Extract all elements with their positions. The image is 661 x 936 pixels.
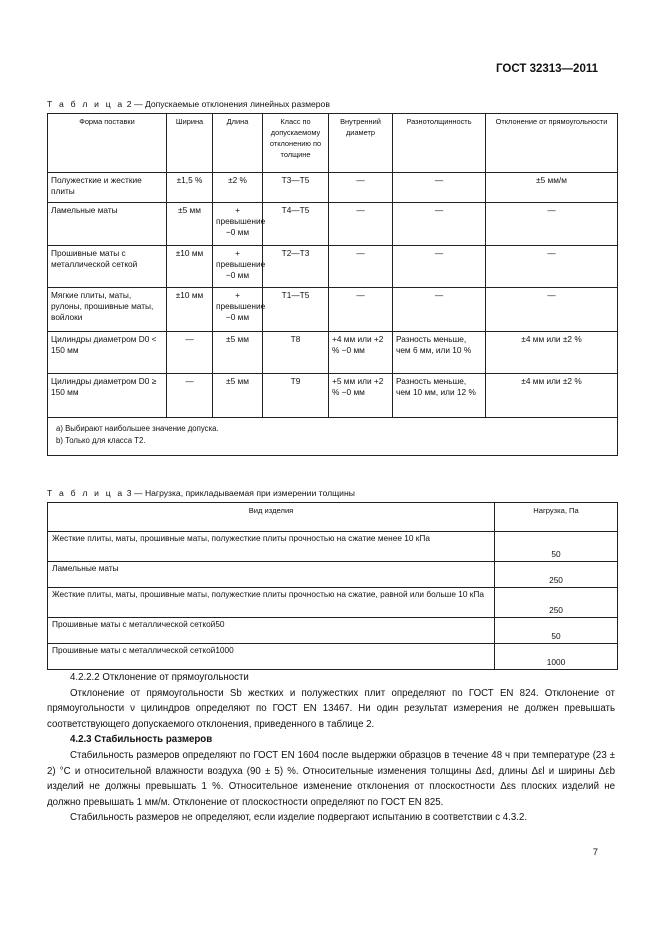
table-row: [48, 588, 618, 618]
table2-cell: —: [393, 288, 486, 332]
table-row: [48, 532, 618, 562]
body-text: [47, 670, 615, 826]
page-number: 7: [592, 847, 598, 858]
table2-cell: ±5 мм: [213, 332, 263, 374]
section-423-title: 4.2.3 Стабильность размеров: [70, 734, 213, 746]
table3-cell: Прошивные маты с металлической сеткой50: [48, 618, 495, 644]
table3-cell: 1000: [495, 644, 618, 670]
table3-header: Нагрузка, Па: [495, 503, 618, 532]
table3-cell: 50: [495, 532, 618, 562]
table2-cell: Цилиндры диаметром D0 ≥ 150 мм: [48, 374, 167, 418]
table2-header: Отклонение от прямоугольности: [486, 114, 618, 173]
table-row: [48, 173, 618, 203]
table2-cell: +5 мм или +2 % −0 мм: [329, 374, 393, 418]
table2-cell: Ламельные маты: [48, 203, 167, 246]
table2-cell: —: [329, 288, 393, 332]
table2-cell: +4 мм или +2 % −0 мм: [329, 332, 393, 374]
section-423-note: Стабильность размеров не определяют, если изделие подвергают испытанию в соответствии с 4.3.2.: [70, 812, 528, 824]
table2: [47, 113, 618, 456]
table2-cell: ±5 мм/м: [486, 173, 618, 203]
table2-cell: —: [393, 173, 486, 203]
section-423-body: Стабильность размеров определяют по ГОСТ EN 1604 после выдержки образцов в течение 48 ч при температуре (23 ± 2) °С и относительной влажности воздуха (90 ± 5) %. Относительные изменения толщины Δεd, длины Δεl и ширины Δεb изделий не должны превышать 1 %. Относительное изменение отклонения от плоскостности Δεs плоских изделий не должно превышать 1 мм/м. Отклонение от плоскостности определяют по ГОСТ EN 825.: [47, 749, 615, 808]
table2-footnotes: [48, 418, 618, 456]
table-row: [48, 618, 618, 644]
table2-cell: Мягкие плиты, маты, рулоны, прошивные маты, войлоки: [48, 288, 167, 332]
table2-cell: Разность меньше, чем 10 мм, или 12 %: [393, 374, 486, 418]
table2-cell: —: [329, 246, 393, 288]
table2-header: Ширина: [167, 114, 213, 173]
section-4222-title: 4.2.2.2 Отклонение от прямоугольности: [70, 672, 249, 683]
table3-cell: Жесткие плиты, маты, прошивные маты, полужесткие плиты прочностью на сжатие, равной или больше 10 кПа: [48, 588, 495, 618]
table2-cell: —: [329, 173, 393, 203]
table2-cell: Т1—Т5: [263, 288, 329, 332]
table2-footnotes-row: [48, 418, 618, 456]
table2-header: Разнотолщинность: [393, 114, 486, 173]
table2-cell: Т2—Т3: [263, 246, 329, 288]
footnote: a) Выбирают наибольшее значение допуска.: [56, 424, 219, 433]
standard-header: ГОСТ 32313—2011: [496, 63, 598, 75]
table2-cell: Т9: [263, 374, 329, 418]
table2-cell: ±10 мм: [167, 288, 213, 332]
table3: [47, 502, 618, 670]
table3-caption: [47, 488, 355, 498]
table2-header: Класс по допускаемому отклонению по толщине: [263, 114, 329, 173]
table3-caption-text: 3 — Нагрузка, прикладываемая при измерении толщины: [126, 488, 355, 498]
table2-caption-text: 2 — Допускаемые отклонения линейных размеров: [126, 99, 330, 109]
table2-cell: ±4 мм или ±2 %: [486, 332, 618, 374]
table3-cell: Прошивные маты с металлической сеткой1000: [48, 644, 495, 670]
table-row: [48, 562, 618, 588]
table2-cell: + превышение −0 мм: [213, 246, 263, 288]
table2-header: Длина: [213, 114, 263, 173]
table2-cell: Разность меньше, чем 6 мм, или 10 %: [393, 332, 486, 374]
table2-cell: Полужесткие и жесткие плиты: [48, 173, 167, 203]
table2-cell: —: [393, 203, 486, 246]
table3-cell: 250: [495, 562, 618, 588]
table-row: [48, 644, 618, 670]
table-row: [48, 246, 618, 288]
table3-cell: Жесткие плиты, маты, прошивные маты, полужесткие плиты прочностью на сжатие менее 10 кПа: [48, 532, 495, 562]
table2-cell: Т8: [263, 332, 329, 374]
section-4222-body: Отклонение от прямоугольности Sb жестких и полужестких плит определяют по ГОСТ EN 824. Отклонение от прямоугольности ν цилиндров определяют по ГОСТ EN 13467. Ни один результат измерения не должен превышать соответствующего допускаемого отклонения, приведенного в таблице 2.: [47, 687, 615, 730]
table2-cell: + превышение −0 мм: [213, 203, 263, 246]
table2-cell: Т4—Т5: [263, 203, 329, 246]
table2-cell: —: [486, 288, 618, 332]
table2-cell: —: [486, 246, 618, 288]
table-row: [48, 332, 618, 374]
footnote: b) Только для класса Т2.: [56, 436, 146, 445]
table2-cell: —: [329, 203, 393, 246]
table2-header: Форма поставки: [48, 114, 167, 173]
table2-cell: —: [167, 374, 213, 418]
table2-cell: Прошивные маты с металлической сеткой: [48, 246, 167, 288]
table2-caption-word: Т а б л и ц а: [47, 99, 125, 109]
table-row: [48, 288, 618, 332]
table-row: [48, 203, 618, 246]
table-row: [48, 374, 618, 418]
table2-cell: Т3—Т5: [263, 173, 329, 203]
table3-cell: 50: [495, 618, 618, 644]
table2-cell: —: [486, 203, 618, 246]
table2-cell: —: [167, 332, 213, 374]
table3-caption-word: Т а б л и ц а: [47, 488, 125, 498]
table2-cell: ±5 мм: [213, 374, 263, 418]
table3-header-row: [48, 503, 618, 532]
table2-cell: ±10 мм: [167, 246, 213, 288]
table3-cell: 250: [495, 588, 618, 618]
table2-cell: Цилиндры диаметром D0 < 150 мм: [48, 332, 167, 374]
table2-cell: —: [393, 246, 486, 288]
table2-cell: ±4 мм или ±2 %: [486, 374, 618, 418]
table3-header: Вид изделия: [48, 503, 495, 532]
table2-header: Внутренний диаметр: [329, 114, 393, 173]
table3-cell: Ламельные маты: [48, 562, 495, 588]
table2-header-row: [48, 114, 618, 173]
table2-cell: ±1,5 %: [167, 173, 213, 203]
table2-cell: ±2 %: [213, 173, 263, 203]
table2-caption: [47, 99, 330, 109]
table2-cell: ±5 мм: [167, 203, 213, 246]
table2-cell: + превышение −0 мм: [213, 288, 263, 332]
